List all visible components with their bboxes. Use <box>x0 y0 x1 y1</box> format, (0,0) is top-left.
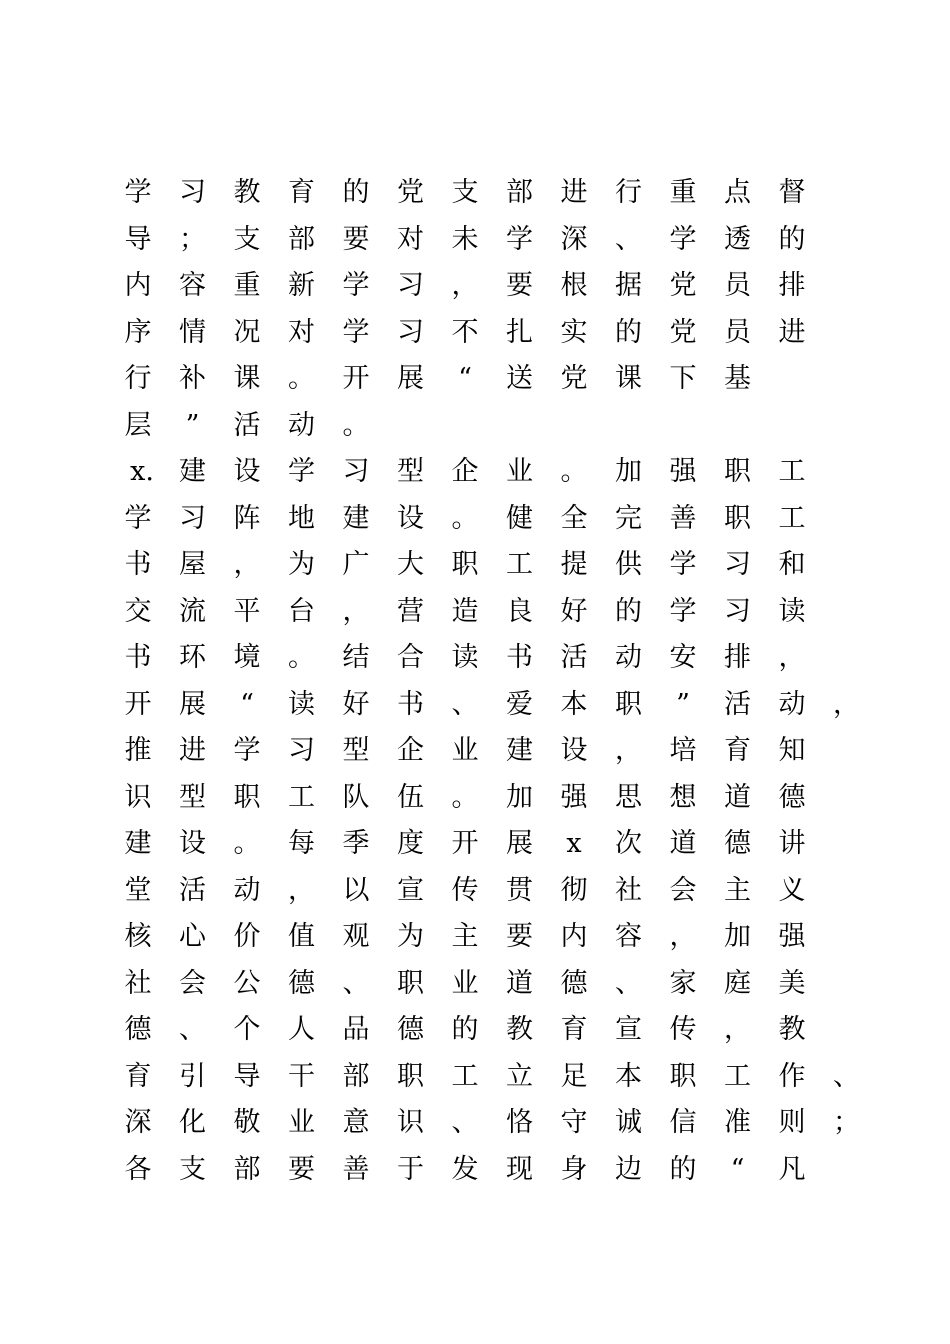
text-line: 社 会 公 德 、 职 业 道 德 、 家 庭 美 <box>124 967 806 999</box>
text-line: 交 流 平 台 ， 营 造 良 好 的 学 习 读 <box>124 595 806 627</box>
text-line: 开 展 “ 读 好 书 、 爱 本 职 ” 活 动 ， <box>124 688 860 720</box>
text-line: 识 型 职 工 队 伍 。 加 强 思 想 道 德 <box>124 781 806 813</box>
body-text <box>123 170 860 1193</box>
text-line: 深 化 敬 业 意 识 、 恪 守 诚 信 准 则 ； <box>124 1107 860 1138</box>
text-line: 育 引 导 干 部 职 工 立 足 本 职 工 作 、 <box>124 1060 860 1092</box>
text-line: 书 屋 ， 为 广 大 职 工 提 供 学 习 和 <box>124 549 806 580</box>
text-line: 学 习 阵 地 建 设 。 健 全 完 善 职 工 <box>124 502 806 534</box>
text-line: 德 、 个 人 品 德 的 教 育 宣 传 ， 教 <box>124 1014 806 1045</box>
text-line: 堂 活 动 ， 以 宣 传 贯 彻 社 会 主 义 <box>124 874 806 906</box>
text-line: 序 情 况 对 学 习 不 扎 实 的 党 员 进 <box>124 316 806 348</box>
text-line: 层 ” 活 动 。 <box>124 409 370 441</box>
text-line: 书 环 境 。 结 合 读 书 活 动 安 排 ， <box>124 642 806 673</box>
text-line: 内 容 重 新 学 习 ， 要 根 据 党 员 排 <box>124 270 806 301</box>
text-line: 导 ； 支 部 要 对 未 学 深 、 学 透 的 <box>124 223 806 255</box>
text-line: 学 习 教 育 的 党 支 部 进 行 重 点 督 <box>124 177 806 208</box>
text-line: x. 建 设 学 习 型 企 业 。 加 强 职 工 <box>130 456 806 487</box>
text-line: 建 设 。 每 季 度 开 展 x 次 道 德 讲 <box>124 828 806 859</box>
text-line: 行 补 课 。 开 展 “ 送 党 课 下 基 <box>124 363 751 394</box>
text-line: 各 支 部 要 善 于 发 现 身 边 的 “ 凡 <box>124 1153 806 1185</box>
text-line: 推 进 学 习 型 企 业 建 设 ， 培 育 知 <box>124 735 806 766</box>
text-line: 核 心 价 值 观 为 主 要 内 容 ， 加 强 <box>124 921 806 952</box>
